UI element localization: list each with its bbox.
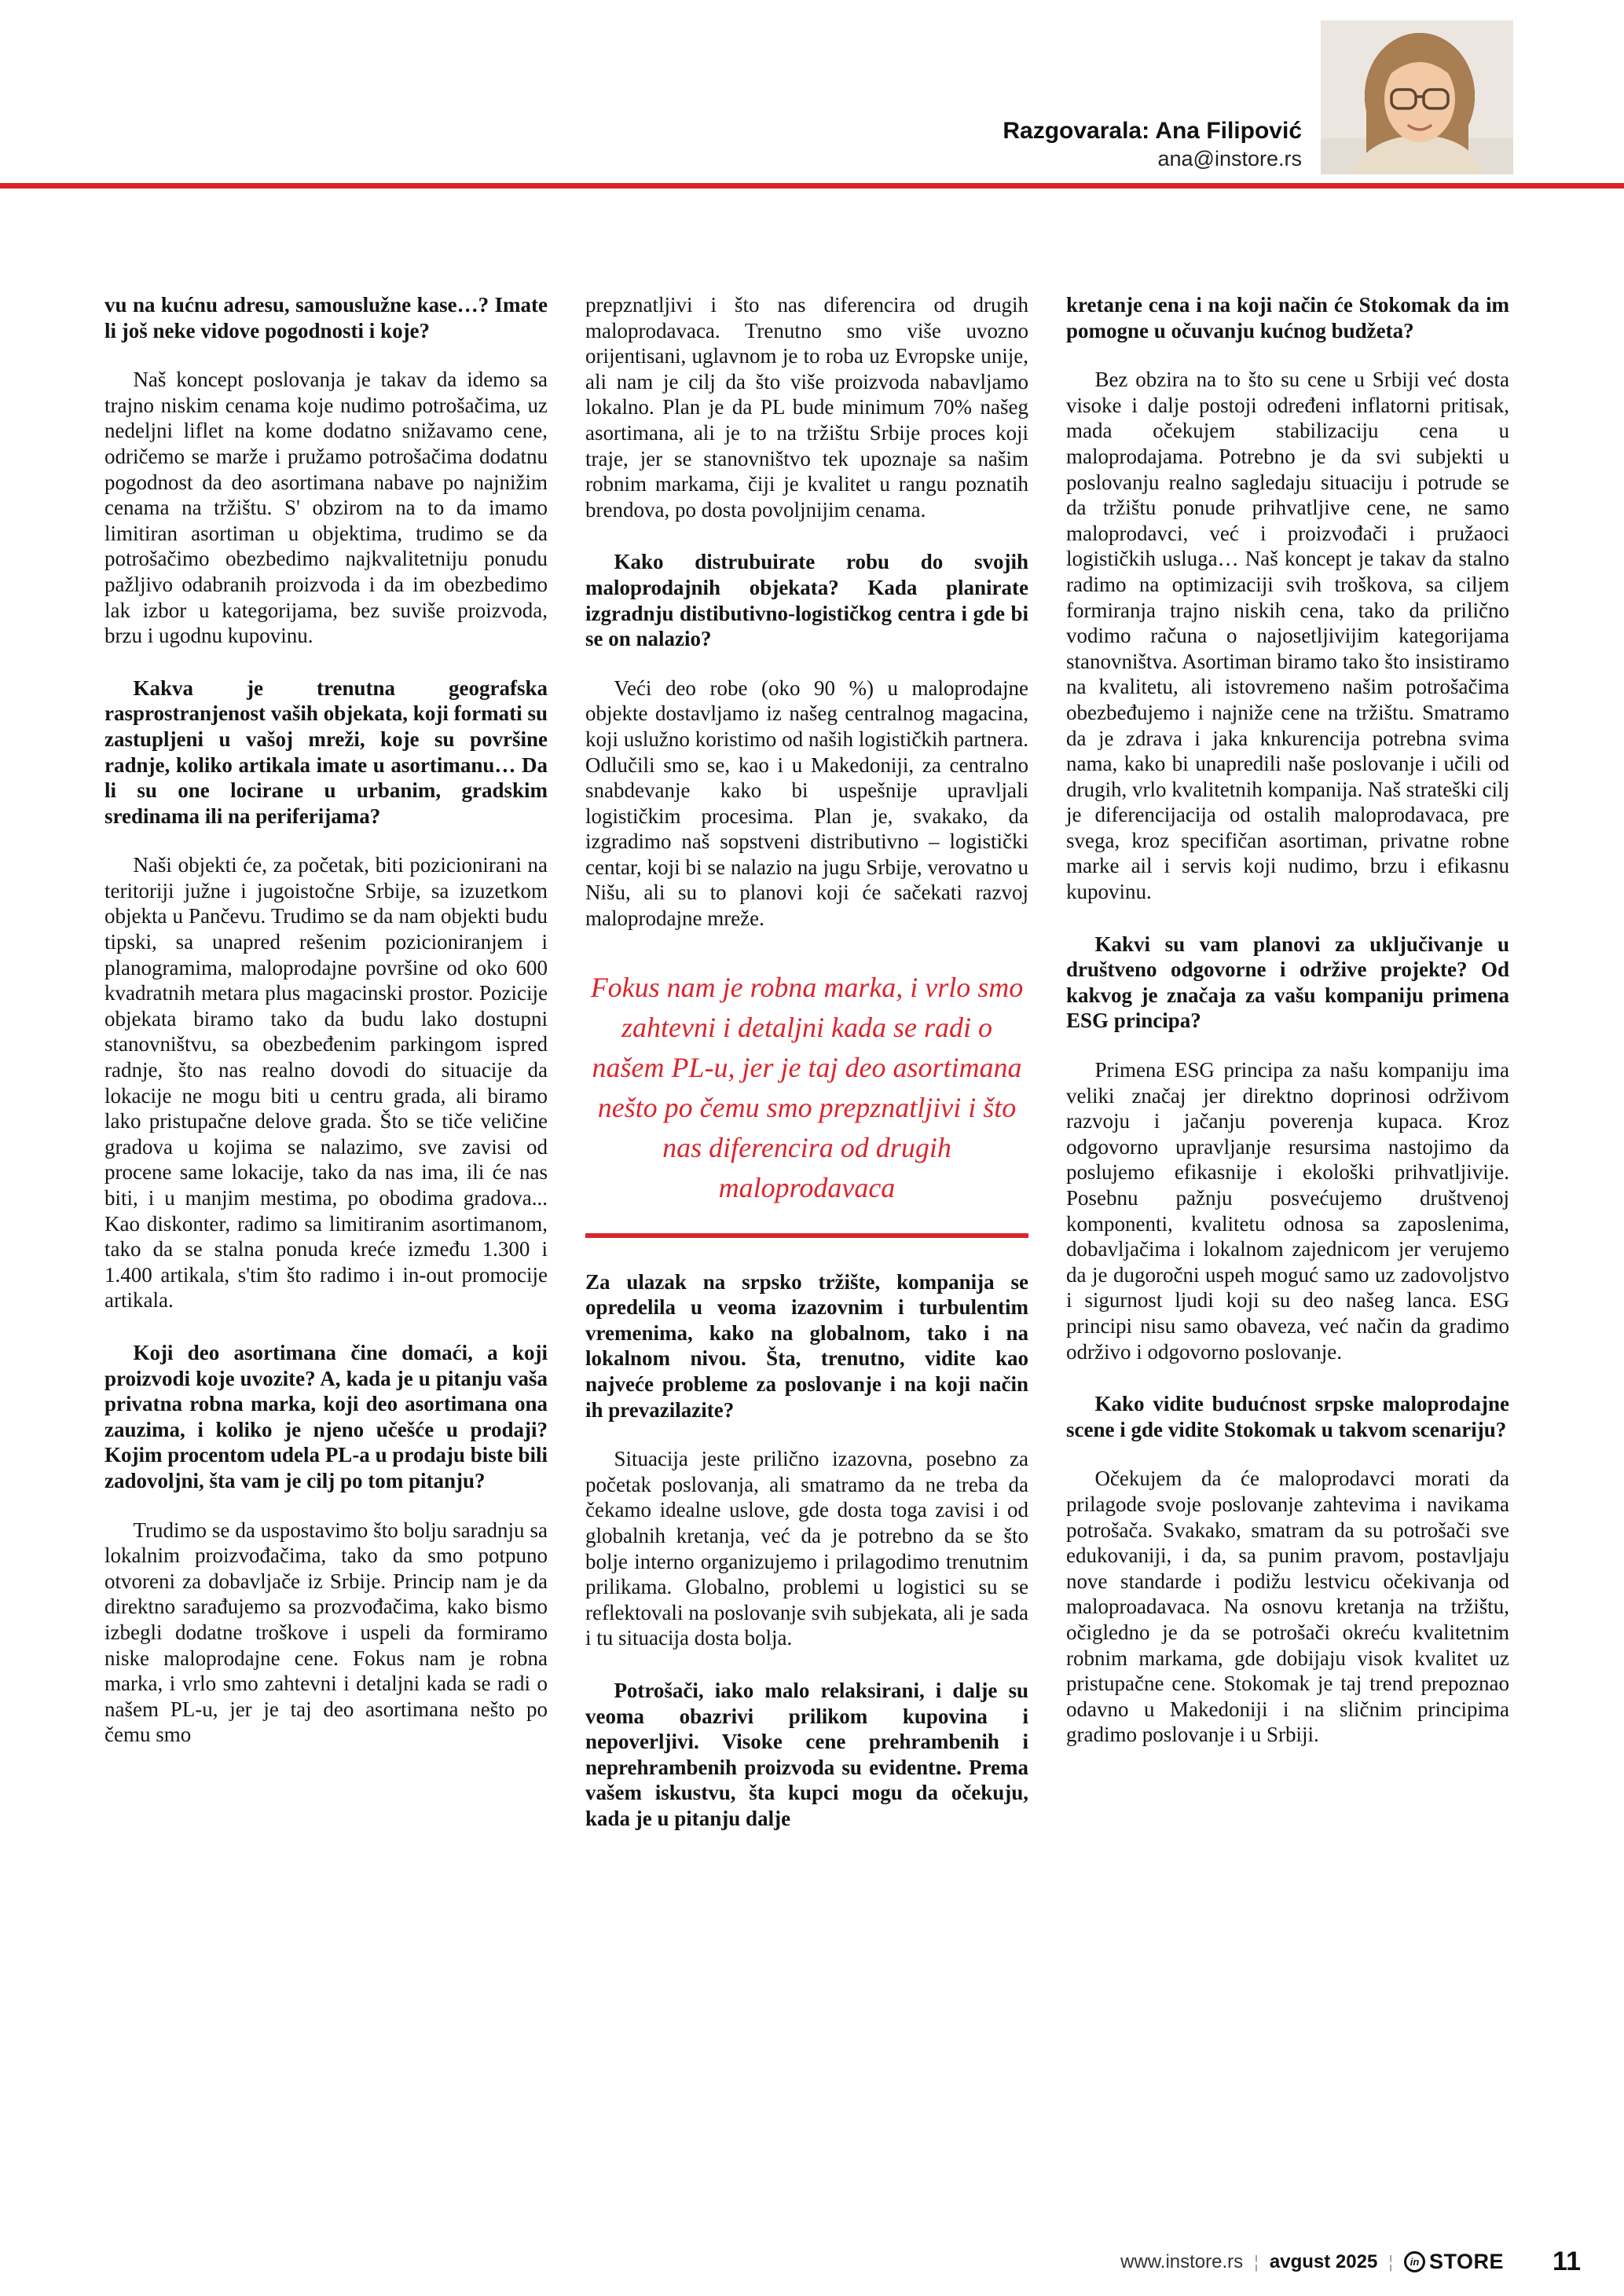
question-block: Kakvi su vam planovi za uključivanje u društveno odgovorne i održive projekte? Od kakvog je značaja za vašu kompaniju primena ESG principa? (1066, 932, 1509, 1033)
question-block: Kakva je trenutna geografska rasprostranjenost vaših objekata, koji formati su zastupljeni u vašoj mreži, koje su površine radnje, koliko artikala imate u asortimanu… Da li su one locirane u urbanim, gradskim sredinama ili na periferijama? (104, 676, 548, 828)
byline (1003, 118, 1302, 171)
pull-quote-rule (585, 1233, 1028, 1238)
footer-issue-date: avgust 2025 (1269, 2250, 1378, 2272)
question-block: Za ulazak na srpsko tržište, kompanija se opredelila u veoma izazovnim i turbulentim vremenima, kako na globalnom, tako i na lokalnom nivou. Šta, trenutno, vidite kao najveće probleme za poslovanje i na koji način ih prevazilazite? (585, 1269, 1028, 1422)
question-block: kretanje cena i na koji način će Stokomak da im pomogne u očuvanju kućnog budžeta? (1066, 293, 1509, 342)
column-3 (1066, 292, 1509, 1832)
answer-block: Veći deo robe (oko 90 %) u maloprodajne objekte dostavljamo iz našeg centralnog magacina, koji uslužno koristimo od naših logističkih partnera. Odlučili smo se, kao i u Makedoniji, za centralno snabdevanje kako bi uspešnije upravljali logističkim procesima. Plan je, svakako, da izgradimo naš sopstveni distributivno – logistički centar, koji bi se nalazio na jugu Srbije, verovatno u Nišu, ali su to planovi koji će sačekati razvoj maloprodajne mreže. (585, 676, 1028, 931)
instore-logo-circle-icon: in (1404, 2251, 1425, 2272)
column-2 (585, 292, 1028, 1832)
column-1 (104, 292, 548, 1832)
page-number: 11 (1553, 2247, 1581, 2276)
instore-logo (1404, 2250, 1504, 2274)
pull-quote-text: Fokus nam je robna marka, i vrlo smo zahtevni i detaljni kada se radi o našem PL-u, jer je taj deo asortimana nešto po čemu smo prepznatljivi i što nas diferencira od drugih maloprodavaca (590, 971, 1024, 1203)
instore-logo-text: STORE (1429, 2250, 1505, 2273)
byline-author: Razgovarala: Ana Filipović (1003, 118, 1302, 144)
question-block: Koji deo asortimana čine domaći, a koji proizvodi koje uvozite? A, kada je u pitanju vaša privatna robna marka, koji deo asortimana ona zauzima, i koliko je njeno učešće u prodaji? Kojim procentom udela PL-a u prodaju biste bili zadovoljni, šta vam je cilj po tom pitanju? (104, 1340, 548, 1492)
question-block: vu na kućnu adresu, samouslužne kase…? Imate li još neke vidove pogodnosti i koje? (104, 293, 548, 342)
article-columns (104, 292, 1510, 1832)
footer (1120, 2247, 1581, 2277)
answer-block: Situacija jeste prilično izazovna, posebno za početak poslovanja, ali smatramo da ne treba da čekamo idealne uslove, gde dosta toga zavisi i od globalnih kretanja, već da je potrebno da se što bolje interno organizujemo i prilagodimo trenutnim prilikama. Globalno, problemi u logistici su se reflektovali na poslovanje svih subjekata, ali je sada i tu situacija dosta bolja. (585, 1447, 1028, 1650)
answer-block: prepznatljivi i što nas diferencira od drugih maloprodavaca. Trenutno smo više uvozno orijentisani, uglavnom je to roba uz Evropske unije, ali nam je cilj da što više proizvoda nabavljamo lokalno. Plan je da PL bude minimum 70% našeg asortimana, ali je to na tržištu Srbije proces koji traje, jer se stanovništvo tek upoznaje sa našim robnim markama, čiji je kvalitet u rangu poznatih brendova, po dosta povoljnijim cenama. (585, 293, 1028, 522)
footer-site-url: www.instore.rs (1120, 2250, 1244, 2272)
question-block: Potrošači, iako malo relaksirani, i dalje su veoma obazrivi prilikom kupovina i nepoverljivi. Visoke cene prehrambenih i neprehrambenih proizvoda su evidentne. Prema vašem iskustvu, šta kupci mogu da očekuju, kada je u pitanju dalje (585, 1678, 1028, 1830)
question-block: Kako distrubuirate robu do svojih maloprodajnih objekata? Kada planirate izgradnju distibutivno-logističkog centra i gde bi se on nalazio? (585, 550, 1028, 651)
answer-block: Primena ESG principa za našu kompaniju ima veliki značaj jer direktno doprinosi održivom razvoju i jačanju poverenja kupaca. Kroz odgovorno upravljanje resursima nastojimo da poslujemo efikasnije i ekološki prihvatljivije. Posebnu pažnju posvećujemo društvenoj komponenti, kvalitetu odnosa sa zaposlenima, dobavljačima i lokalnom zajednicom jer verujemo da je dugoročni uspeh moguć samo uz zadovoljstvo i sigurnost ljudi koji su deo našeg lanca. ESG principi nisu samo obaveza, već način da gradimo održivo i odgovorno poslovanje. (1066, 1058, 1509, 1364)
footer-separator: ¦ (1388, 2251, 1394, 2272)
answer-block: Trudimo se da uspostavimo što bolju saradnju sa lokalnim proizvođačima, tako da smo potpuno otvoreni za dobavljače iz Srbije. Princip nam je da direktno sarađujemo sa prozvođačima, kako bismo izbegli dodatne troškove i uspeli da formiramo niske maloprodajne cene. Fokus nam je robna marka, i vrlo smo zahtevni i detaljni kada se radi o našem PL-u, jer je taj deo asortimana nešto po čemu smo (104, 1518, 548, 1747)
answer-block: Naš koncept poslovanja je takav da idemo sa trajno niskim cenama koje nudimo potrošačima, uz nedeljni liflet na kome dodatno snižavamo cene, odričemo se marže i pružamo potrošačima dodatnu pogodnost da deo asortimana nabave po najnižim cenama na tržištu. S' obzirom na to da imamo limitiran asortiman u objektima, trudimo se da potrošačimo obezbedimo najkvalitetniju ponudu pažljivo odabranih proizvoda i da im obezbedimo lak izbor u kategorijama, bez suviše proizvoda, brzu i ugodnu kupovinu. (104, 368, 548, 648)
byline-email: ana@instore.rs (1157, 147, 1302, 170)
footer-separator: ¦ (1254, 2251, 1259, 2272)
answer-block: Očekujem da će maloprodavci morati da prilagode svoje poslovanje zahtevima i navikama potrošača. Svakako, smatram da su potrošači sve edukovaniji, i da, sa punim pravom, postavljaju nove standarde i podižu lestvicu očekivanja od maloproadavaca. Na osnovu kretanja na tržištu, očigledno je da se potrošači okreću kvalitetnim robnim markama, gde dobijaju visok kvalitet uz pristupačne cene. Stokomak je taj trend prepoznao odavno u Makedoniji i na sličnim principima gradimo poslovanje i u Srbiji. (1066, 1467, 1509, 1747)
question-block: Kako vidite budućnost srpske maloprodajne scene i gde vidite Stokomak u takvom scenariju? (1066, 1392, 1509, 1441)
answer-block: Naši objekti će, za početak, biti pozicionirani na teritoriji južne i jugoistočne Srbije, sa izuzetkom objekta u Pančevu. Trudimo se da nam objekti budu tipski, sa unapred rešenim pozicioniranjem i planogramima, maloprodajne površine od oko 600 kvadratnih metara plus magacinski prostor. Pozicije objekata biramo tako da budu lako dostupni stanovništvu, sa obezbeđenim parkingom ispred radnje, što nas realno dovodi do situacije da lokacije ne mogu biti u centru grada, ali biramo lako pristupačne delove grada. Što se tiče veličine gradova u kojima se nalazimo, sve zavisi od procene same lokacije, tako da nas ima, ili će nas biti, i u manjim mestima, po obodima gradova... Kao diskonter, radimo sa limitiranim asortimanom, tako da se stalna ponuda kreće između 1.300 i 1.400 artikala, s'tim što radimo i in-out promocije artikala. (104, 853, 548, 1313)
answer-block: Bez obzira na to što su cene u Srbiji već dosta visoke i dalje postoji određeni inflatorni pritisak, mada očekujem stabilizaciju cena u maloprodajama. Potrebno je da svi subjekti u poslovanju realno sagledaju situaciju i potrude se da tržištu ponude prihvatljive cene, ne samo maloprodavci, već i proizvođači i pružaoci logističkih usluga… Naš koncept je takav da stalno radimo na optimizaciji svih troškova, sa ciljem formiranja trajno niskih cena, tako da prilično vodimo računa o najosetljivijim kategorijama stanovništva. Asortiman biramo tako što insistiramo na kvalitetu, ali istovremeno našim potrošačima obezbeđujemo i najniže cene na tržištu. Smatramo da je zdrava i jaka knkurencija potrebna svima nama, kako bi unapredili naše poslovanje i učili od drugih, vrlo kvalitetnih kompanija. Naš strateški cilj je diferencijacija od ostalih maloprodavaca, pre svega, kroz specifičan asortiman, privatne robne marke ail i servis koji nudimo, brzu i efikasnu kupovinu. (1066, 368, 1509, 904)
header-rule (0, 183, 1624, 189)
pull-quote (585, 968, 1028, 1238)
author-portrait-photo (1321, 20, 1513, 174)
portrait-illustration (1321, 20, 1513, 174)
